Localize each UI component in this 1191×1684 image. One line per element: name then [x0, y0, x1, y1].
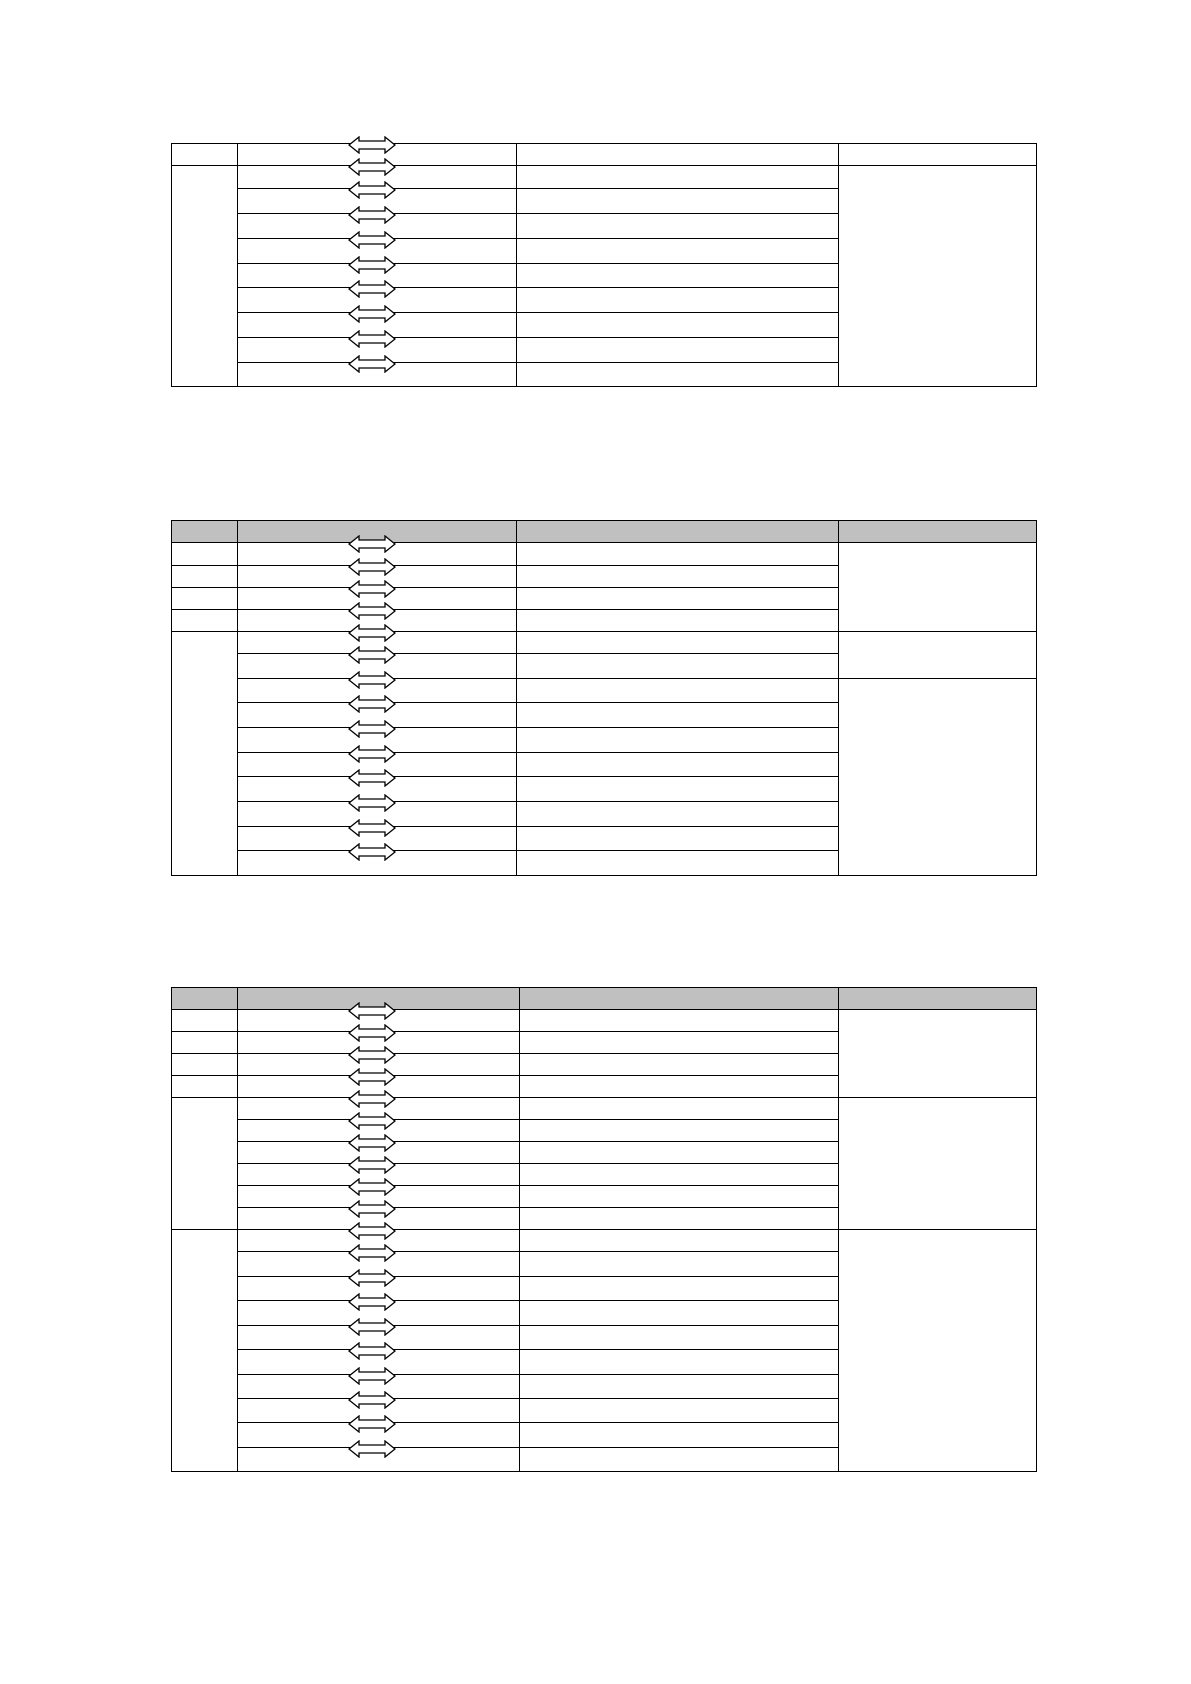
table-header-row	[172, 521, 1037, 543]
description-cell	[517, 827, 839, 851]
left-right-arrow-icon	[348, 1090, 396, 1108]
group-label-cell	[172, 1230, 238, 1472]
description-cell	[520, 1423, 839, 1448]
header-cell-col3	[517, 521, 839, 543]
description-cell	[520, 1208, 839, 1230]
left-right-arrow-icon	[348, 1415, 396, 1433]
left-right-arrow-icon	[348, 231, 396, 249]
left-right-arrow-icon	[348, 558, 396, 576]
left-right-arrow-icon	[348, 535, 396, 553]
remarks-cell	[839, 679, 1037, 876]
left-right-arrow-icon	[348, 1112, 396, 1130]
header-cell-col1	[172, 988, 238, 1010]
description-cell	[517, 632, 839, 654]
description-cell	[520, 1010, 839, 1032]
left-right-arrow-icon	[348, 602, 396, 620]
description-cell	[520, 1252, 839, 1277]
group-label-cell	[172, 166, 238, 387]
description-cell	[517, 802, 839, 827]
description-cell	[520, 1399, 839, 1423]
header-cell-col3	[517, 144, 839, 166]
left-right-arrow-icon	[348, 580, 396, 598]
description-cell	[517, 654, 839, 679]
table-header-row	[172, 144, 1037, 166]
group-label-cell	[172, 566, 238, 588]
left-right-arrow-icon	[348, 819, 396, 837]
table-row	[172, 1230, 1037, 1252]
remarks-cell	[839, 1230, 1037, 1472]
header-cell-col4	[839, 144, 1037, 166]
group-label-cell	[172, 632, 238, 876]
remarks-cell	[839, 1098, 1037, 1230]
table-row	[172, 543, 1037, 566]
group-label-cell	[172, 588, 238, 610]
left-right-arrow-icon	[348, 671, 396, 689]
document-table-1	[171, 143, 1037, 387]
remarks-cell	[839, 632, 1037, 679]
left-right-arrow-icon	[348, 1200, 396, 1218]
group-label-cell	[172, 1032, 238, 1054]
table-row	[172, 632, 1037, 654]
left-right-arrow-icon	[348, 1046, 396, 1064]
description-cell	[520, 1350, 839, 1375]
left-right-arrow-icon	[348, 136, 396, 154]
left-right-arrow-icon	[348, 330, 396, 348]
left-right-arrow-icon	[348, 355, 396, 373]
table-header-row	[172, 988, 1037, 1010]
document-table-3	[171, 987, 1037, 1472]
description-cell	[517, 543, 839, 566]
left-right-arrow-icon	[348, 1002, 396, 1020]
description-cell	[520, 1164, 839, 1186]
description-cell	[517, 313, 839, 338]
group-label-cell	[172, 543, 238, 566]
connector-cell	[238, 851, 517, 876]
left-right-arrow-icon	[348, 720, 396, 738]
left-right-arrow-icon	[348, 1342, 396, 1360]
description-cell	[520, 1301, 839, 1326]
remarks-cell	[839, 543, 1037, 632]
description-cell	[517, 588, 839, 610]
connector-cell	[238, 1448, 520, 1472]
description-cell	[517, 166, 839, 189]
left-right-arrow-icon	[348, 695, 396, 713]
header-cell-col4	[839, 521, 1037, 543]
description-cell	[517, 214, 839, 239]
left-right-arrow-icon	[348, 1269, 396, 1287]
header-cell-col4	[839, 988, 1037, 1010]
description-cell	[517, 851, 839, 876]
description-cell	[520, 1277, 839, 1301]
description-cell	[520, 1142, 839, 1164]
left-right-arrow-icon	[348, 794, 396, 812]
group-label-cell	[172, 1098, 238, 1230]
header-cell-col1	[172, 521, 238, 543]
left-right-arrow-icon	[348, 256, 396, 274]
group-label-cell	[172, 1010, 238, 1032]
description-cell	[517, 728, 839, 753]
description-cell	[520, 1054, 839, 1076]
left-right-arrow-icon	[348, 1024, 396, 1042]
left-right-arrow-icon	[348, 769, 396, 787]
description-cell	[520, 1448, 839, 1472]
description-cell	[517, 777, 839, 802]
left-right-arrow-icon	[348, 1440, 396, 1458]
header-cell-col3	[520, 988, 839, 1010]
left-right-arrow-icon	[348, 1134, 396, 1152]
description-cell	[520, 1186, 839, 1208]
left-right-arrow-icon	[348, 843, 396, 861]
description-cell	[517, 189, 839, 214]
description-cell	[517, 239, 839, 264]
connector-cell	[238, 363, 517, 387]
description-cell	[517, 288, 839, 313]
description-cell	[517, 338, 839, 363]
description-cell	[517, 610, 839, 632]
description-cell	[517, 679, 839, 703]
description-cell	[517, 703, 839, 728]
document-table-2	[171, 520, 1037, 876]
left-right-arrow-icon	[348, 158, 396, 176]
left-right-arrow-icon	[348, 1391, 396, 1409]
left-right-arrow-icon	[348, 1222, 396, 1240]
table-row	[172, 679, 1037, 703]
left-right-arrow-icon	[348, 646, 396, 664]
table-row	[172, 1010, 1037, 1032]
left-right-arrow-icon	[348, 206, 396, 224]
left-right-arrow-icon	[348, 305, 396, 323]
remarks-cell	[839, 166, 1037, 387]
description-cell	[520, 1098, 839, 1120]
table-row	[172, 166, 1037, 189]
description-cell	[517, 753, 839, 777]
table-row	[172, 1098, 1037, 1120]
left-right-arrow-icon	[348, 1178, 396, 1196]
description-cell	[520, 1230, 839, 1252]
header-cell-col1	[172, 144, 238, 166]
left-right-arrow-icon	[348, 745, 396, 763]
group-label-cell	[172, 1054, 238, 1076]
group-label-cell	[172, 1076, 238, 1098]
left-right-arrow-icon	[348, 1367, 396, 1385]
left-right-arrow-icon	[348, 1068, 396, 1086]
description-cell	[520, 1326, 839, 1350]
left-right-arrow-icon	[348, 624, 396, 642]
left-right-arrow-icon	[348, 1293, 396, 1311]
description-cell	[520, 1375, 839, 1399]
description-cell	[517, 363, 839, 387]
description-cell	[520, 1032, 839, 1054]
left-right-arrow-icon	[348, 1244, 396, 1262]
description-cell	[520, 1076, 839, 1098]
description-cell	[520, 1120, 839, 1142]
left-right-arrow-icon	[348, 280, 396, 298]
left-right-arrow-icon	[348, 1156, 396, 1174]
left-right-arrow-icon	[348, 1318, 396, 1336]
description-cell	[517, 264, 839, 288]
description-cell	[517, 566, 839, 588]
remarks-cell	[839, 1010, 1037, 1098]
group-label-cell	[172, 610, 238, 632]
left-right-arrow-icon	[348, 181, 396, 199]
